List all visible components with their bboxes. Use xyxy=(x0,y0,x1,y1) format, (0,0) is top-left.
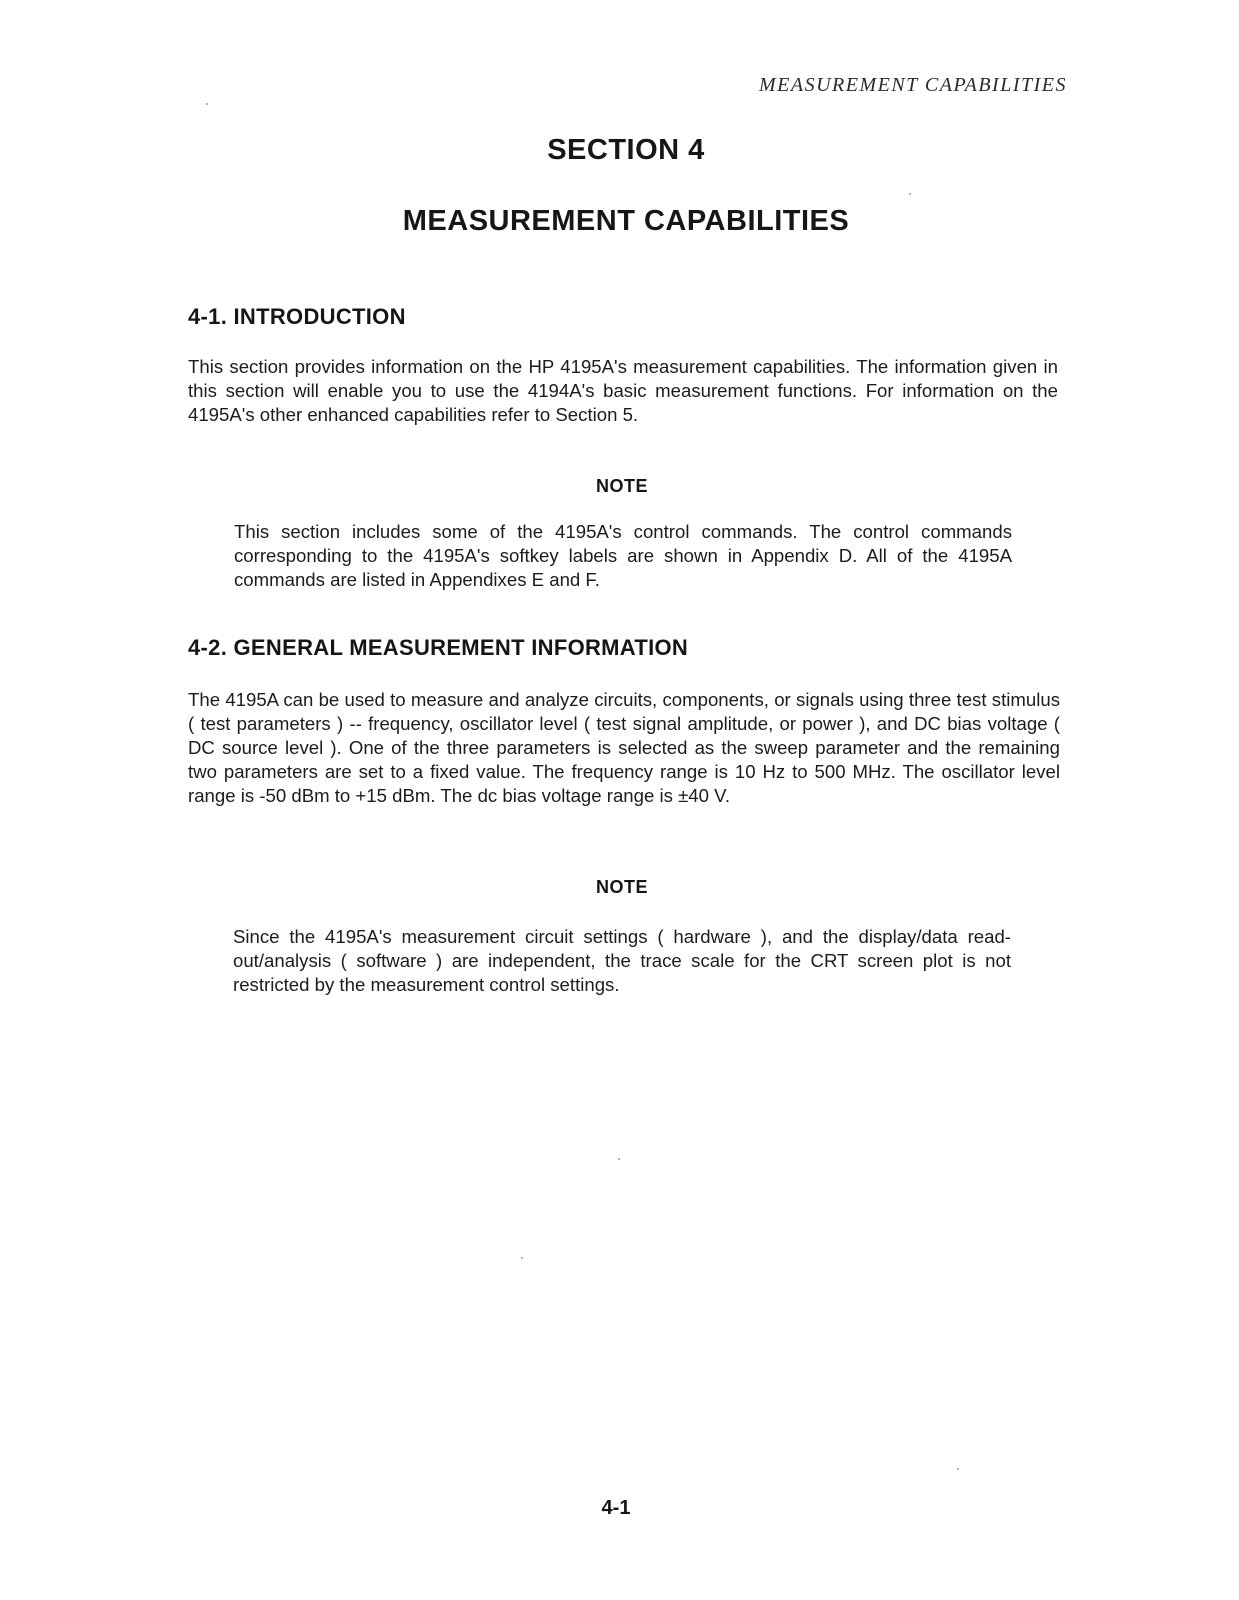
scan-speck xyxy=(521,1257,523,1259)
note-label: NOTE xyxy=(595,476,648,496)
introduction-paragraph: This section provides information on the HP 4195A's measurement capabilities. The information given in this section will enable you to use the 4194A's basic measurement functions. For information on the 4195A's other enhanced capabilities refer to Section 5. xyxy=(188,356,1058,425)
page-number: 4-1 xyxy=(601,1497,631,1519)
scan-speck xyxy=(618,1158,620,1160)
section-heading-introduction: 4-1. INTRODUCTION xyxy=(188,304,406,329)
scan-speck xyxy=(957,1468,959,1470)
general-measurement-paragraph: The 4195A can be used to measure and analyze circuits, components, or signals using three test stimulus ( test parameters ) -- frequency, oscillator level ( test signal amplitude, or power ), and DC bias voltage ( DC source level ). One of the three parameters is selected as the sweep parameter and the remaining two parameters are set to a fixed value. The frequency range is 10 Hz to 500 MHz. The oscillator level range is -50 dBm to +15 dBm. The dc bias voltage range is ±40 V. xyxy=(188,689,1060,806)
scan-speck xyxy=(909,193,911,195)
section-number: SECTION 4 xyxy=(547,134,705,166)
scan-speck xyxy=(206,103,208,105)
section-heading-general-measurement: 4-2. GENERAL MEASUREMENT INFORMATION xyxy=(188,635,689,660)
section-title: MEASUREMENT CAPABILITIES xyxy=(402,205,850,237)
note-paragraph: Since the 4195A's measurement circuit settings ( hardware ), and the display/data read-out/analysis ( software ) are independent, the trace scale for the CRT screen plot is not restricted by the measurement control settings. xyxy=(233,926,1011,995)
running-head: MEASUREMENT CAPABILITIES xyxy=(758,74,1067,96)
note-paragraph: This section includes some of the 4195A's control commands. The control commands corresponding to the 4195A's softkey labels are shown in Appendix D. All of the 4195A commands are listed in Appendixes E and F. xyxy=(234,521,1012,590)
note-label: NOTE xyxy=(595,877,648,897)
